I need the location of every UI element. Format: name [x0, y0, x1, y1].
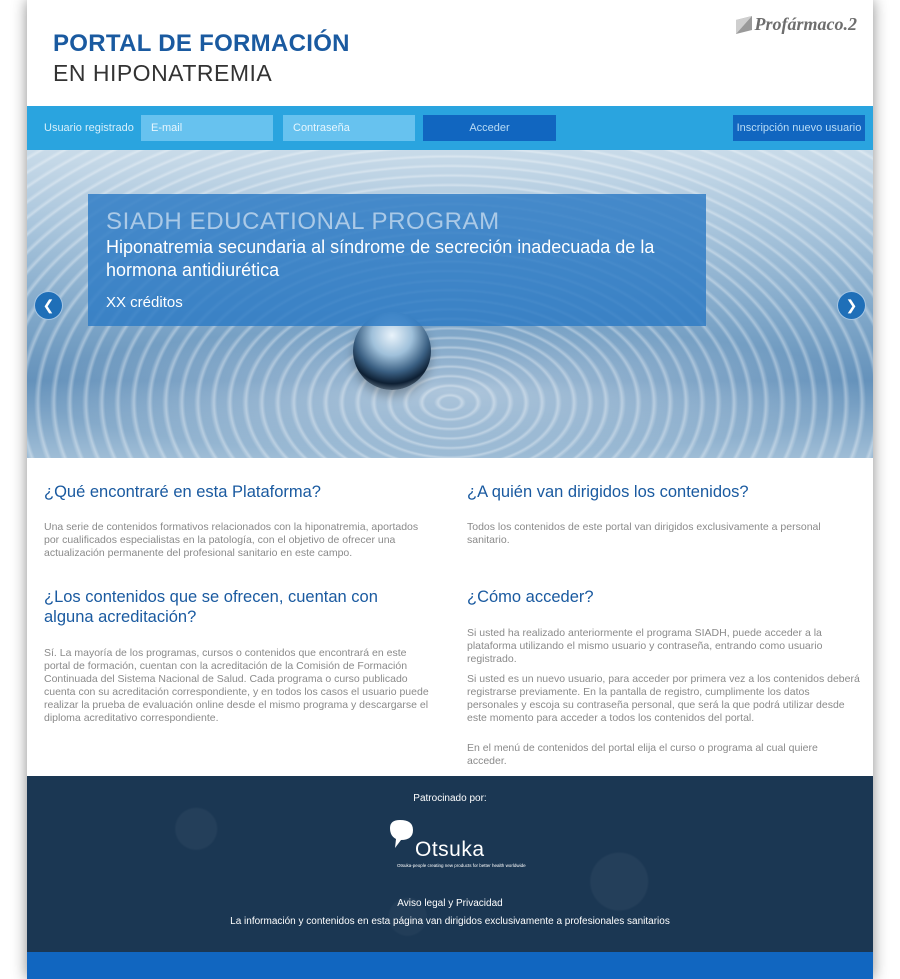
section-heading: ¿Los contenidos que se ofrecen, cuentan con alguna acreditación? — [44, 588, 378, 626]
sponsor-name: Otsuka — [415, 838, 485, 861]
email-field[interactable] — [141, 115, 273, 141]
info-sections — [27, 458, 873, 776]
brand-name: Profármaco.2 — [754, 14, 857, 34]
section-heading: ¿Cómo acceder? — [467, 588, 594, 606]
page-title: PORTAL DE FORMACIÓN — [53, 30, 350, 57]
section-text: En el menú de contenidos del portal elija el curso o programa al cual quiere acceder. — [467, 742, 818, 767]
section-text: Todos los contenidos de este portal van dirigidos exclusivamente a personal sanitario. — [467, 521, 821, 546]
bottom-bar — [27, 952, 873, 979]
header — [27, 0, 873, 106]
otsuka-bubble-icon — [387, 818, 417, 852]
register-button[interactable]: Inscripción nuevo usuario — [733, 115, 865, 141]
login-bar — [27, 106, 873, 150]
page — [27, 0, 873, 979]
section-text: Una serie de contenidos formativos relacionados con la hiponatremia, aportados por cualificados especialistas en la patología, con el objetivo de ofrecer una actualización permanente del profesional sanitario en este campo. — [44, 521, 419, 559]
hero-credits: XX créditos — [106, 294, 183, 311]
hero-caption[interactable] — [88, 194, 706, 326]
section-text: Sí. La mayoría de los programas, cursos o contenidos que encontrará en este portal de formación, cuentan con la acreditación de la Comisión de Formación Continuada del Sistema Nacional de Salud. Cada programa o curso publicado cuenta con su acreditación correspondiente, y en todos los casos el usuario puede realizar la prueba de evaluación online desde el mismo programa y descargarse el diploma acreditativo correspondiente. — [44, 647, 429, 724]
section-text: Si usted ha realizado anteriormente el programa SIADH, puede acceder a la plataforma utilizando el mismo usuario y contraseña, entrando como usuario registrado. — [467, 627, 823, 665]
footer-disclaimer: La información y contenidos en esta página van dirigidos exclusivamente a profesionales sanitarios — [230, 916, 670, 927]
sponsor-logo[interactable] — [387, 818, 526, 874]
login-button[interactable]: Acceder — [423, 115, 556, 141]
section-heading: ¿A quién van dirigidos los contenidos? — [467, 483, 749, 501]
sponsor-label: Patrocinado por: — [413, 793, 487, 804]
brand-mark-icon — [736, 16, 752, 34]
section-text: Si usted es un nuevo usuario, para acceder por primera vez a los contenidos deberá registrarse previamente. En la pantalla de registro, cumplimente los datos personales y escoja su contraseña personal, que será la que podrá utilizar desde este momento para acceder a todos los contenidos del portal. — [467, 673, 860, 724]
password-field[interactable] — [283, 115, 415, 141]
login-label: Usuario registrado — [44, 122, 134, 134]
chevron-left-icon: ❮ — [42, 297, 55, 313]
legal-link[interactable]: Aviso legal y Privacidad — [397, 898, 503, 909]
hero-carousel — [27, 150, 873, 458]
brand-logo[interactable] — [736, 14, 858, 35]
page-subtitle: EN HIPONATREMIA — [53, 60, 273, 86]
carousel-prev-button[interactable] — [34, 291, 63, 320]
footer — [27, 776, 873, 952]
section-heading: ¿Qué encontraré en esta Plataforma? — [44, 483, 321, 501]
carousel-next-button[interactable] — [837, 291, 866, 320]
hero-title: Hiponatremia secundaria al síndrome de secreción inadecuada de la hormona antidiurética — [106, 237, 655, 280]
chevron-right-icon: ❯ — [845, 297, 858, 313]
hero-program: SIADH EDUCATIONAL PROGRAM — [106, 208, 500, 235]
sponsor-tagline: Otsuka-people creating new products for better health worldwide — [397, 863, 526, 868]
